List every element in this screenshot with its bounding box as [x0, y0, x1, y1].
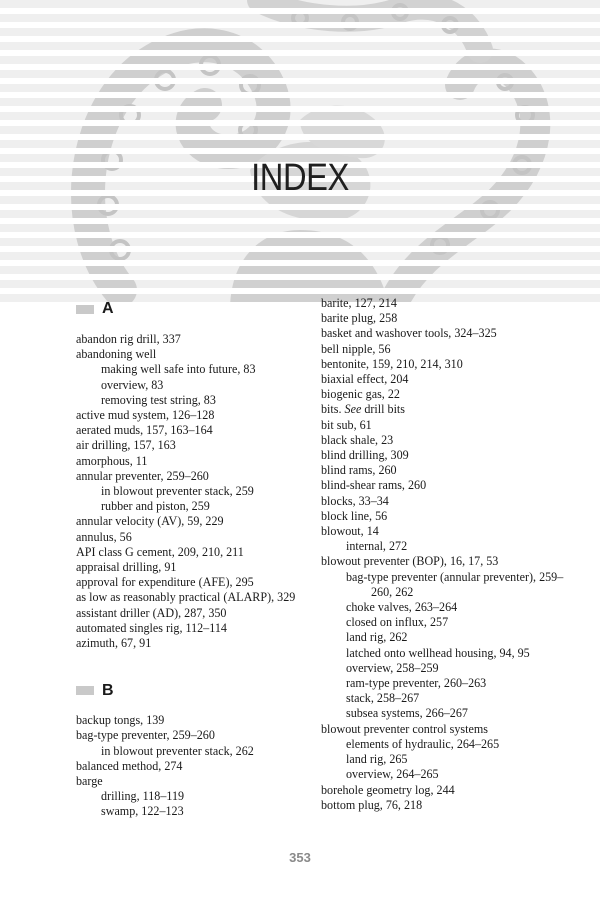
index-subentry: [321, 539, 571, 554]
index-subentry: [321, 646, 571, 661]
entry-text: bag-type preventer (annular preventer), 259–260, 262: [346, 569, 564, 599]
index-subentry: [76, 378, 308, 393]
index-entry: [76, 774, 308, 789]
index-entry: [321, 798, 571, 813]
entry-text: ram-type preventer, 260–263: [346, 676, 487, 691]
index-entry: [321, 448, 571, 463]
index-entry: [76, 545, 308, 560]
entry-text: bag-type preventer, 259–260: [76, 728, 215, 743]
entry-text: elements of hydraulic, 264–265: [346, 736, 500, 751]
section-heading: [76, 677, 308, 703]
index-entry: [76, 575, 308, 590]
index-entry: [76, 606, 308, 621]
entry-text: bit sub, 61: [321, 417, 372, 432]
see-reference: See: [344, 402, 362, 417]
entry-text: biogenic gas, 22: [321, 387, 400, 402]
index-entry: [321, 433, 571, 448]
index-subentry: [321, 615, 571, 630]
entry-text: barite, 127, 214: [321, 296, 397, 310]
entry-text: aerated muds, 157, 163–164: [76, 423, 213, 438]
index-entry: [76, 560, 308, 575]
index-entry: [321, 478, 571, 493]
entry-text: black shale, 23: [321, 432, 394, 447]
index-entry: [76, 636, 308, 651]
section-bar-marker: [76, 686, 94, 695]
entry-text: closed on influx, 257: [346, 615, 449, 630]
index-subentry: [76, 789, 308, 804]
index-subentry: [76, 484, 308, 499]
index-subentry: [321, 630, 571, 645]
index-subentry: [321, 706, 571, 721]
index-entry: [321, 418, 571, 433]
entry-text: in blowout preventer stack, 259: [101, 484, 254, 499]
index-entry: [321, 524, 571, 539]
entry-text: making well safe into future, 83: [101, 362, 256, 377]
entry-text: choke valves, 263–264: [346, 600, 458, 615]
index-subentry: [76, 804, 308, 819]
index-entry: [76, 454, 308, 469]
entry-text: annular velocity (AV), 59, 229: [76, 514, 224, 529]
entry-text: bentonite, 159, 210, 214, 310: [321, 356, 463, 371]
entry-text: land rig, 265: [346, 752, 408, 767]
index-entry: [321, 311, 571, 326]
entry-text: azimuth, 67, 91: [76, 636, 152, 651]
index-entry: [321, 402, 571, 417]
index-subentry: [321, 570, 571, 600]
index-entry: [321, 722, 571, 737]
entry-text: latched onto wellhead housing, 94, 95: [346, 645, 530, 660]
entry-text: annulus, 56: [76, 529, 132, 544]
entry-text: bell nipple, 56: [321, 341, 391, 356]
entry-text: biaxial effect, 204: [321, 372, 409, 387]
index-subentry: [76, 744, 308, 759]
index-subentry: [321, 661, 571, 676]
index-entry: [76, 514, 308, 529]
entry-text: air drilling, 157, 163: [76, 438, 176, 453]
section-letter: A: [102, 300, 114, 318]
index-entry: [321, 509, 571, 524]
section-letter: B: [102, 681, 114, 699]
entry-text: bits.: [321, 402, 342, 417]
index-entry: [321, 554, 571, 569]
index-subentry: [321, 767, 571, 782]
entry-text: active mud system, 126–128: [76, 408, 215, 423]
entry-text: approval for expenditure (AFE), 295: [76, 575, 254, 590]
entry-text: blowout preventer control systems: [321, 721, 488, 736]
entry-text: abandon rig drill, 337: [76, 332, 181, 346]
entry-text: blowout preventer (BOP), 16, 17, 53: [321, 554, 499, 569]
index-entry: [76, 759, 308, 774]
entry-text: removing test string, 83: [101, 392, 216, 407]
entry-text: annular preventer, 259–260: [76, 468, 209, 483]
entry-text: blind drilling, 309: [321, 448, 409, 463]
index-column-right: [321, 296, 571, 813]
page-number: 353: [289, 850, 311, 865]
entry-text: bottom plug, 76, 218: [321, 797, 423, 812]
page-title: INDEX: [251, 157, 349, 199]
entry-text: assistant driller (AD), 287, 350: [76, 605, 227, 620]
index-subentry: [76, 499, 308, 514]
index-entry: [76, 713, 308, 728]
index-entry: [76, 530, 308, 545]
index-entry: [321, 387, 571, 402]
index-subentry: [321, 752, 571, 767]
entry-text: automated singles rig, 112–114: [76, 620, 227, 635]
index-entry: [321, 463, 571, 478]
section-heading: [76, 296, 308, 322]
index-entry: [321, 342, 571, 357]
entry-text: blocks, 33–34: [321, 493, 389, 508]
index-subentry: [321, 676, 571, 691]
entry-text: API class G cement, 209, 210, 211: [76, 544, 244, 559]
entry-text: as low as reasonably practical (ALARP), 329: [76, 590, 296, 605]
index-entry: [321, 494, 571, 509]
entry-text: drilling, 118–119: [101, 789, 185, 804]
see-target: drill bits: [361, 402, 406, 417]
index-subentry: [321, 737, 571, 752]
entry-text: amorphous, 11: [76, 453, 148, 468]
entry-text: overview, 258–259: [346, 660, 439, 675]
entry-text: backup tongs, 139: [76, 713, 165, 728]
entry-text: basket and washover tools, 324–325: [321, 326, 497, 341]
entry-text: internal, 272: [346, 539, 408, 554]
entry-text: in blowout preventer stack, 262: [101, 743, 254, 758]
entry-text: overview, 264–265: [346, 767, 439, 782]
index-entry: [321, 372, 571, 387]
entry-text: blind rams, 260: [321, 463, 397, 478]
index-subentry: [321, 691, 571, 706]
index-subentry: [76, 362, 308, 377]
entry-text: stack, 258–267: [346, 691, 420, 706]
entry-text: block line, 56: [321, 508, 388, 523]
entry-text: balanced method, 274: [76, 758, 183, 773]
entry-text: barite plug, 258: [321, 311, 398, 326]
entry-text: rubber and piston, 259: [101, 499, 210, 514]
index-entry: [76, 423, 308, 438]
index-entry: [321, 326, 571, 341]
index-entry: [76, 332, 308, 347]
index-entry: [76, 590, 308, 605]
entry-text: overview, 83: [101, 377, 164, 392]
index-entry: [76, 408, 308, 423]
index-subentry: [321, 600, 571, 615]
entry-text: blowout, 14: [321, 524, 379, 539]
entry-text: barge: [76, 774, 103, 789]
section-spacer: [76, 651, 308, 677]
entry-text: abandoning well: [76, 347, 157, 362]
index-entry: [76, 728, 308, 743]
entry-text: appraisal drilling, 91: [76, 560, 177, 575]
index-subentry: [76, 393, 308, 408]
entry-text: subsea systems, 266–267: [346, 706, 468, 721]
index-entry: [76, 347, 308, 362]
entry-text: swamp, 122–123: [101, 804, 184, 819]
index-entry: [76, 621, 308, 636]
index-entry: [76, 438, 308, 453]
entry-text: borehole geometry log, 244: [321, 782, 455, 797]
entry-text: land rig, 262: [346, 630, 408, 645]
section-bar-marker: [76, 305, 94, 314]
index-column-left: [76, 296, 308, 820]
index-entry: [321, 296, 571, 311]
index-entry: [76, 469, 308, 484]
entry-text: blind-shear rams, 260: [321, 478, 427, 493]
index-entry: [321, 783, 571, 798]
index-entry: [321, 357, 571, 372]
